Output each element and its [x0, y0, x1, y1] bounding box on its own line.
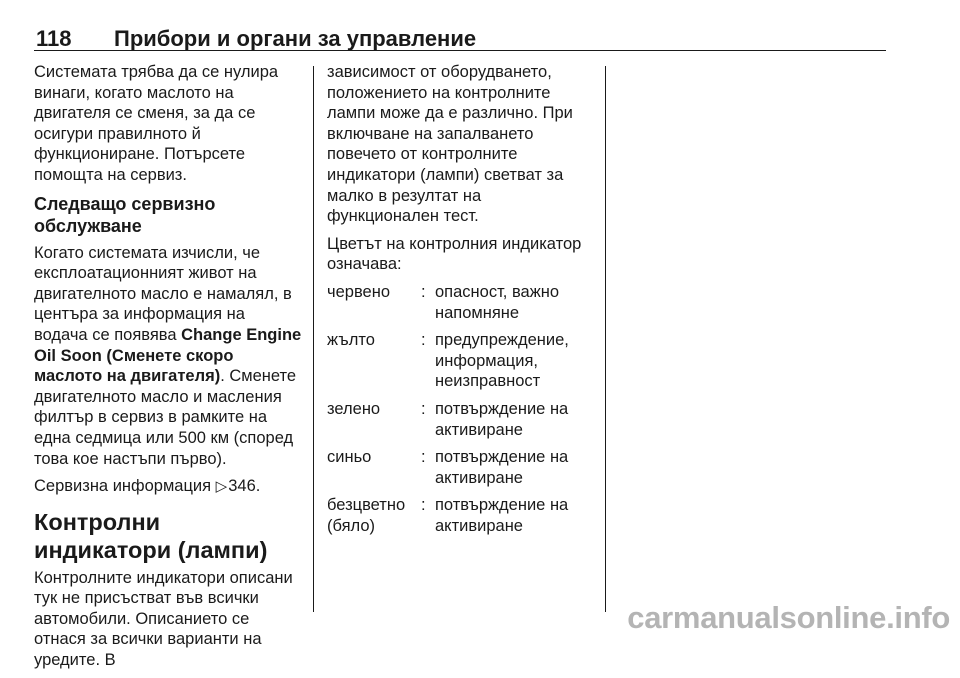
service-info-label: Сервизна информация	[34, 477, 212, 496]
column-middle	[327, 62, 597, 543]
column-divider	[605, 66, 606, 612]
color-name: синьо	[327, 448, 372, 467]
page-header	[34, 26, 886, 51]
list-item: безцветно (бяло) : потвърждение на активиране	[327, 495, 597, 536]
color-name: зелено	[327, 399, 381, 418]
watermark: carmanualsonline.info	[627, 600, 950, 635]
column-divider	[313, 66, 314, 612]
color-description: опасност, важно напомняне	[435, 282, 560, 322]
color-description: потвърждение на активиране	[435, 496, 569, 535]
color-description: предупреждение, информация, неизправност	[435, 331, 569, 391]
column-left	[34, 62, 302, 678]
color-name: безцветно (бяло)	[327, 496, 406, 535]
color-meaning-list	[327, 282, 597, 537]
paragraph-text: . Сменете двигателното масло и масления филтър в сервиз в рамките на една седмица или 500 км (според това кое настъпи първо).	[34, 367, 297, 468]
paragraph-color-meaning: Цветът на контролния индикатор означава:	[327, 234, 582, 274]
paragraph-text: Когато системата изчисли, че експлоатационният живот на двигателното масло е намалял, в центъра за информация на водача се появява	[34, 243, 292, 344]
page-reference-link[interactable]: 346.	[228, 477, 261, 496]
color-name: жълто	[327, 331, 375, 350]
color-description: потвърждение на активиране	[435, 448, 569, 487]
arrow-reference-icon: ▷	[215, 478, 228, 496]
list-item: синьо : потвърждение на активиране	[327, 447, 597, 488]
list-item: червено : опасност, важно напомняне	[327, 282, 597, 323]
color-name: червено	[327, 282, 390, 301]
list-item: жълто : предупреждение, информация, неизправност	[327, 330, 597, 392]
page-title: Прибори и органи за управление	[114, 26, 477, 51]
paragraph-oil-reset: Системата трябва да се нулира винаги, когато маслото на двигателя се сменя, за да се осигури правилното й функциониране. Потърсете помощта на сервиз.	[34, 63, 279, 184]
list-item: зелено : потвърждение на активиране	[327, 399, 597, 440]
paragraph-change-oil	[34, 243, 302, 470]
paragraph-indicators-continued: зависимост от оборудването, положението на контролните лампи може да е различно. При включване на запалването повечето от контролните индикатори (лампи) светват за малко в резултат на функционален тест.	[327, 63, 573, 226]
heading-next-service: Следващо сервизно обслужване	[34, 193, 216, 236]
color-description: потвърждение на активиране	[435, 399, 569, 439]
paragraph-indicators-intro: Контролните индикатори описани тук не присъстват във всички автомобили. Описанието се отнася за всички варианти на уредите. В	[34, 568, 293, 670]
page-number: 118	[36, 26, 72, 51]
message-change-engine-oil: Change Engine Oil Soon (Сменете скоро маслото на двигателя)	[34, 325, 302, 386]
paragraph-service-info	[34, 476, 302, 498]
heading-control-indicators: Контролни индикатори (лампи)	[34, 508, 268, 563]
